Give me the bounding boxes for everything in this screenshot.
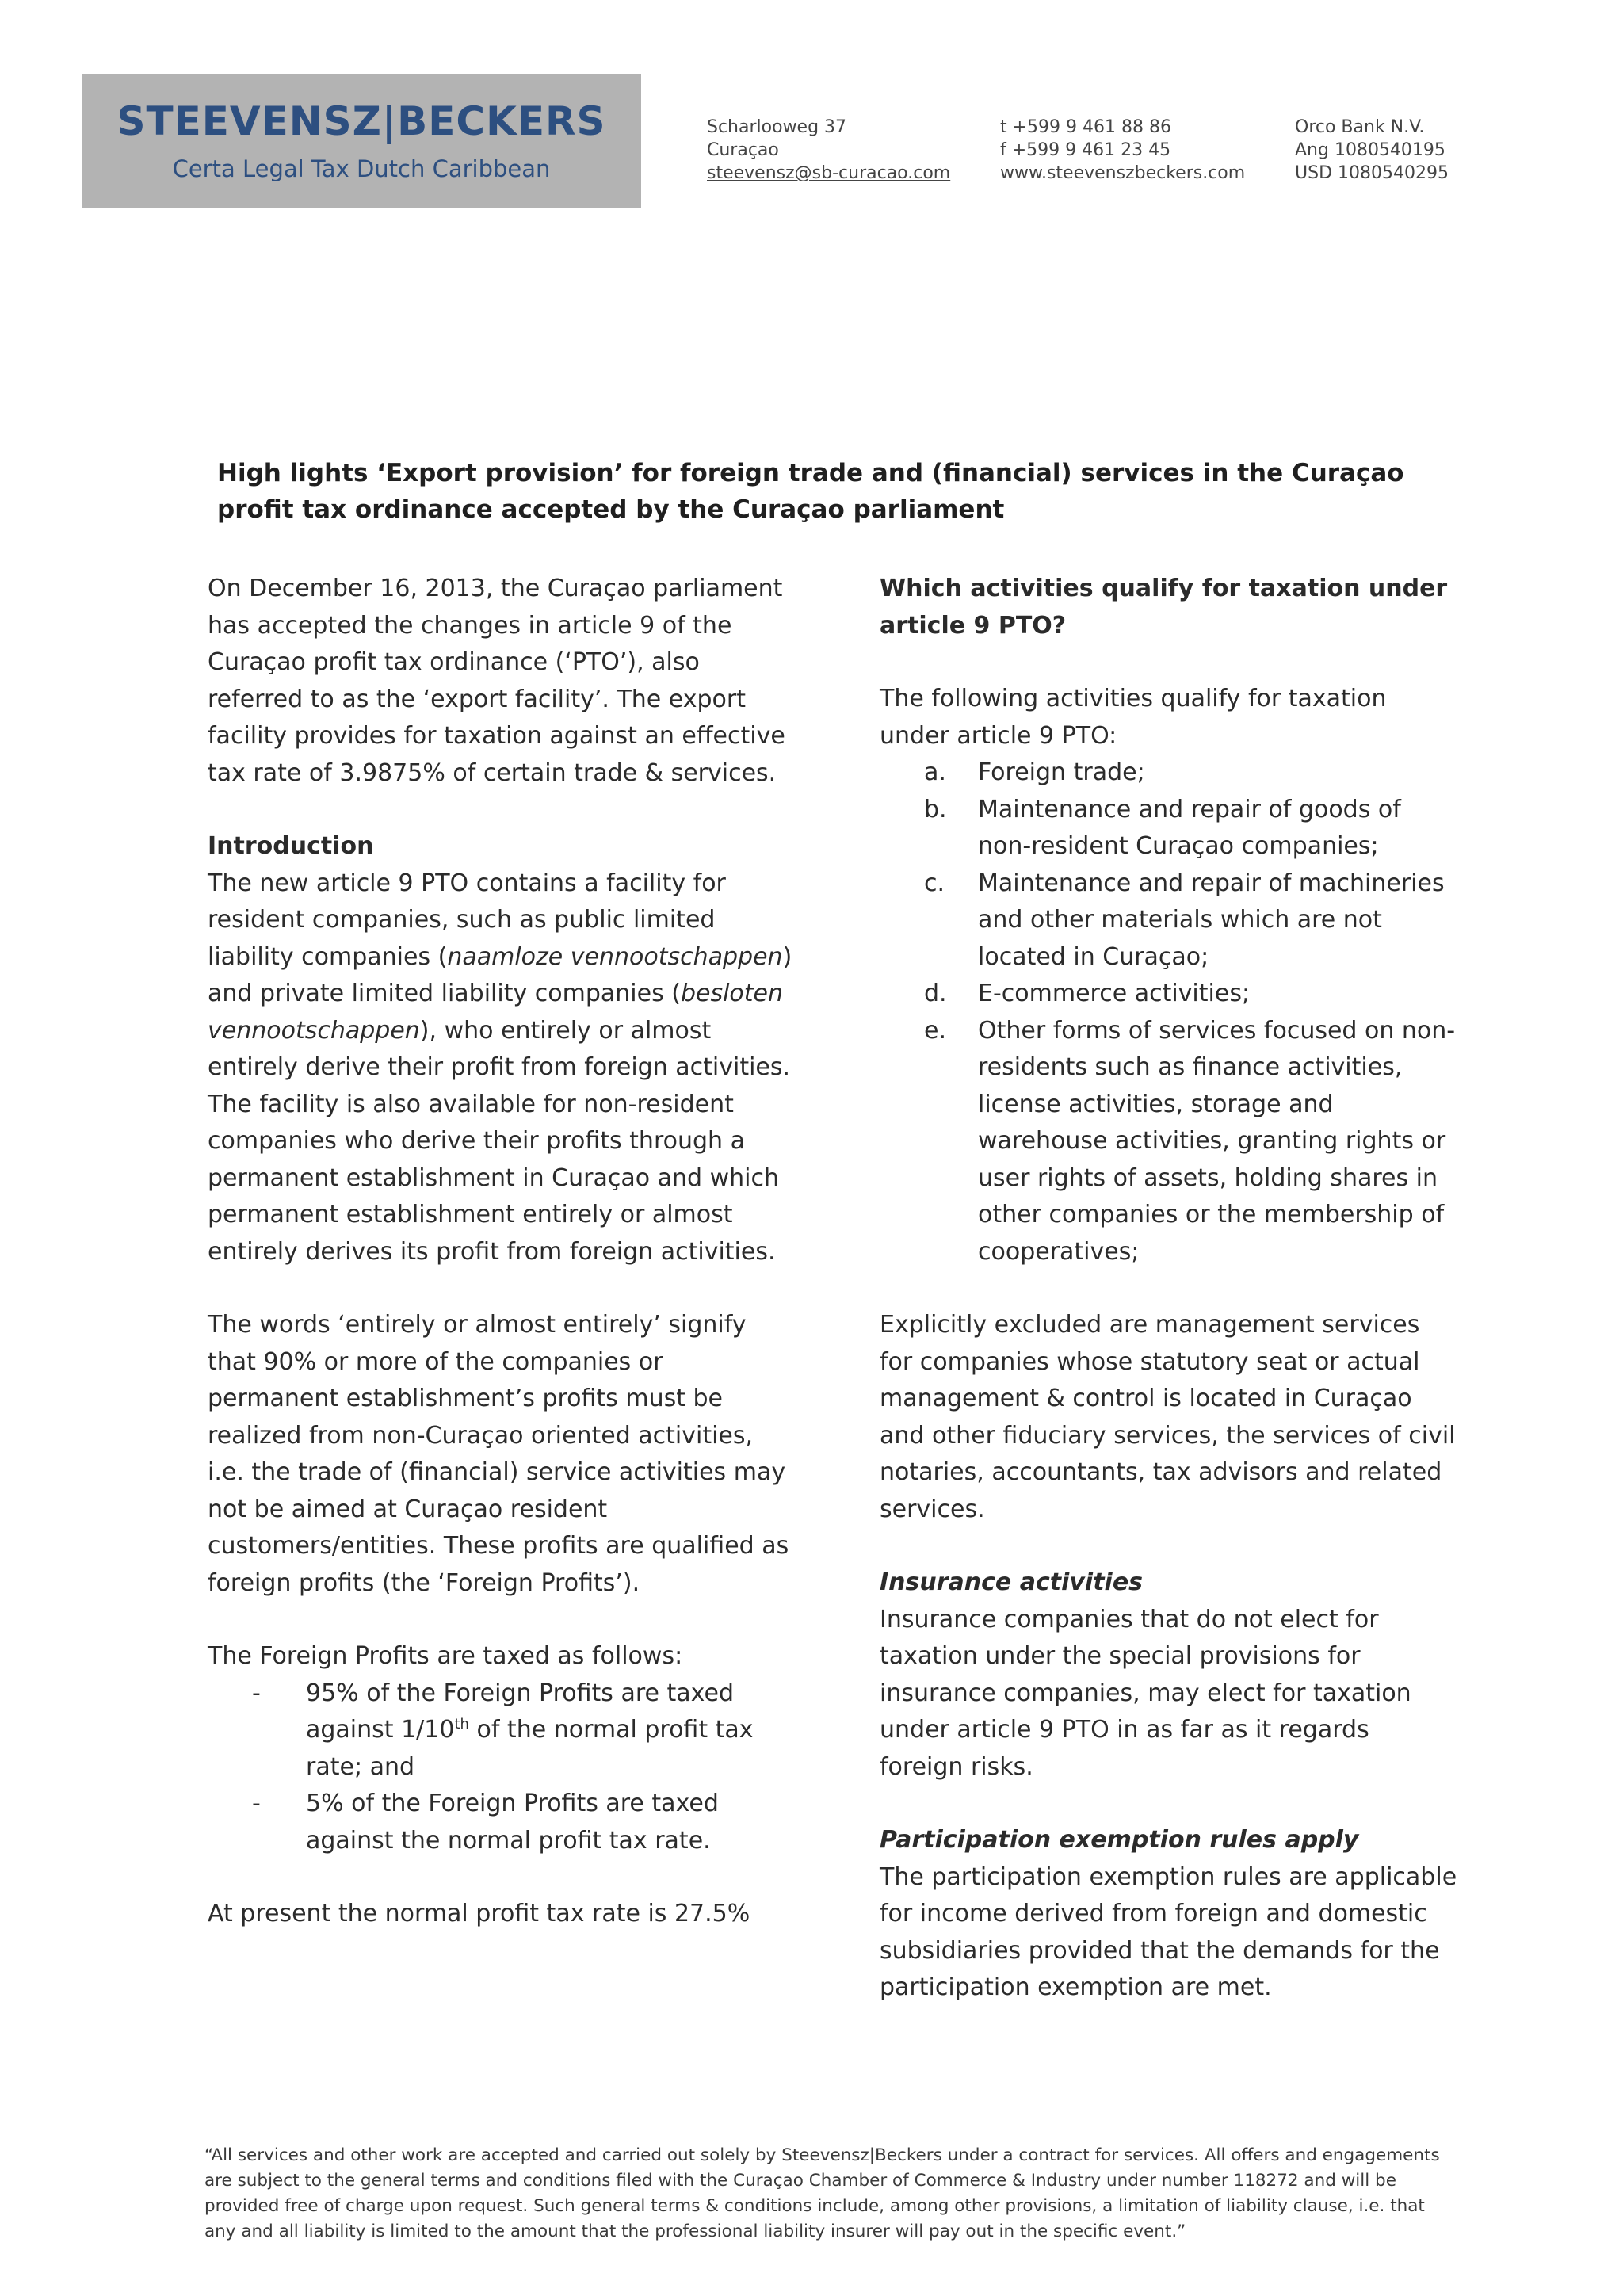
intro-paragraph: On December 16, 2013, the Curaçao parliament has accepted the changes in article 9 of the Curaçao profit tax ordinance (‘PTO’), also referred to as the ‘export facility’. The export facility provides for taxation against an effective tax rate of 3.9875% of certain trade & services. — [208, 575, 785, 787]
address-street: Scharlooweg 37 — [707, 117, 847, 137]
qualify-heading: Which activities qualify for taxation under article 9 PTO? — [880, 575, 1448, 640]
list-marker: c. — [924, 869, 945, 897]
email-link[interactable]: steevensz@sb-curacao.com — [707, 163, 951, 183]
list-marker: b. — [924, 795, 947, 823]
dash-marker: - — [252, 1790, 261, 1817]
taxed-item-2-text: 5% of the Foreign Profits are taxed against the normal profit tax rate. — [306, 1790, 719, 1855]
bank-account-ang: Ang 1080540195 — [1295, 140, 1445, 160]
list-item — [880, 865, 1458, 976]
right-column — [880, 571, 1458, 2007]
dash-marker: - — [252, 1679, 261, 1707]
list-item — [880, 755, 1458, 792]
telephone: t +599 9 461 88 86 — [1000, 117, 1171, 137]
participation-paragraph: The participation exemption rules are applicable for income derived from foreign and domestic subsidiaries provided that the demands for the participation exemption are met. — [880, 1862, 1457, 2001]
intro-term-nv: naamloze vennootschappen — [447, 942, 783, 971]
phone-block — [1000, 116, 1245, 185]
document-title: High lights ‘Export provision’ for foreign trade and (financial) services in the Curaçao profit tax ordinance accepted by the Curaçao parliament — [217, 459, 1404, 524]
list-item — [880, 976, 1458, 1013]
bank-account-usd: USD 1080540295 — [1295, 163, 1449, 183]
company-logo — [82, 74, 641, 208]
intro-text-b: ) and private limited liability companies ( — [208, 942, 792, 1007]
fax: f +599 9 461 23 45 — [1000, 140, 1171, 160]
intro-text-a: The new article 9 PTO contains a facility for resident companies, such as public limited liability companies ( — [208, 869, 726, 971]
website-link[interactable]: www.steevenszbeckers.com — [1000, 163, 1246, 183]
list-item — [880, 792, 1458, 865]
present-rate: At present the normal profit tax rate is 27.5% — [208, 1900, 750, 1927]
list-marker: d. — [924, 980, 947, 1007]
activity-text: Maintenance and repair of machineries and other materials which are not located in Curaçao; — [978, 869, 1445, 971]
address-block — [707, 116, 950, 185]
excluded-paragraph: Explicitly excluded are management services for companies whose statutory seat or actual management & control is located in Curaçao and other fiduciary services, the services of civil notaries, accountants, tax advisors and related services. — [880, 1311, 1456, 1523]
intro-term-bv: besloten vennootschappen — [208, 980, 784, 1045]
activity-text: Maintenance and repair of goods of non-resident Curaçao companies; — [978, 795, 1401, 860]
activity-text: E-commerce activities; — [978, 980, 1251, 1007]
left-column — [208, 571, 794, 1933]
taxed-intro: The Foreign Profits are taxed as follows: — [208, 1642, 683, 1670]
bank-name: Orco Bank N.V. — [1295, 117, 1425, 137]
introduction-heading: Introduction — [208, 832, 374, 860]
logo-tagline: Certa Legal Tax Dutch Caribbean — [172, 155, 551, 182]
taxed-item-1-rest: of the normal profit tax rate; and — [306, 1716, 754, 1781]
taxed-list — [208, 1675, 794, 1860]
list-item — [208, 1786, 794, 1859]
address-country: Curaçao — [707, 140, 779, 160]
activity-text: Foreign trade; — [978, 758, 1145, 786]
list-item — [880, 1013, 1458, 1271]
entirely-paragraph: The words ‘entirely or almost entirely’ signify that 90% or more of the companies or permanent establishment’s profits must be realized from non-Curaçao oriented activities, i.e. the trade of (financial) service activities may not be aimed at Curaçao resident customers/entities. These profits are qualified as foreign profits (the ‘Foreign Profits’). — [208, 1311, 789, 1597]
participation-heading: Participation exemption rules apply — [880, 1826, 1359, 1854]
list-marker: a. — [924, 758, 946, 786]
list-marker: e. — [924, 1016, 946, 1045]
logo-name: STEEVENSZ|BECKERS — [116, 98, 606, 144]
intro-text-c: ), who entirely or almost entirely derive their profit from foreign activities. — [208, 1016, 791, 1081]
insurance-heading: Insurance activities — [880, 1568, 1144, 1596]
introduction-paragraph-2: The facility is also available for non-resident companies who derive their profits through a permanent establishment in Curaçao and which permanent establishment entirely or almost entirely derives its profit from foreign activities. — [208, 1090, 779, 1266]
taxed-item-1-text: 95% of the Foreign Profits are taxed against 1/10 — [306, 1679, 734, 1744]
activity-text: Other forms of services focused on non-residents such as finance activities, license activities, storage and warehouse activities, granting rights or user rights of assets, holding shares in other companies or the membership of cooperatives; — [978, 1016, 1456, 1266]
bank-block — [1295, 116, 1449, 185]
taxed-item-1-sup: th — [454, 1716, 469, 1733]
insurance-paragraph: Insurance companies that do not elect for taxation under the special provisions for insurance companies, may elect for taxation under article 9 PTO in as far as it regards foreign risks. — [880, 1605, 1411, 1781]
qualify-intro: The following activities qualify for taxation under article 9 PTO: — [880, 685, 1387, 750]
introduction-paragraph-1 — [208, 865, 794, 1087]
activities-list — [880, 755, 1458, 1270]
footer-disclaimer: “All services and other work are accepted and carried out solely by Steevensz|Beckers under a contract for services. All offers and engagements are subject to the general terms and conditions filed with the Curaçao Chamber of Commerce & Industry under number 118272 and will be provided free of charge upon request. Such general terms & conditions include, among other provisions, a limitation of liability clause, i.e. that any and all liability is limited to the amount that the professional liability insurer will pay out in the specific event.” — [204, 2145, 1440, 2241]
list-item — [208, 1675, 794, 1786]
